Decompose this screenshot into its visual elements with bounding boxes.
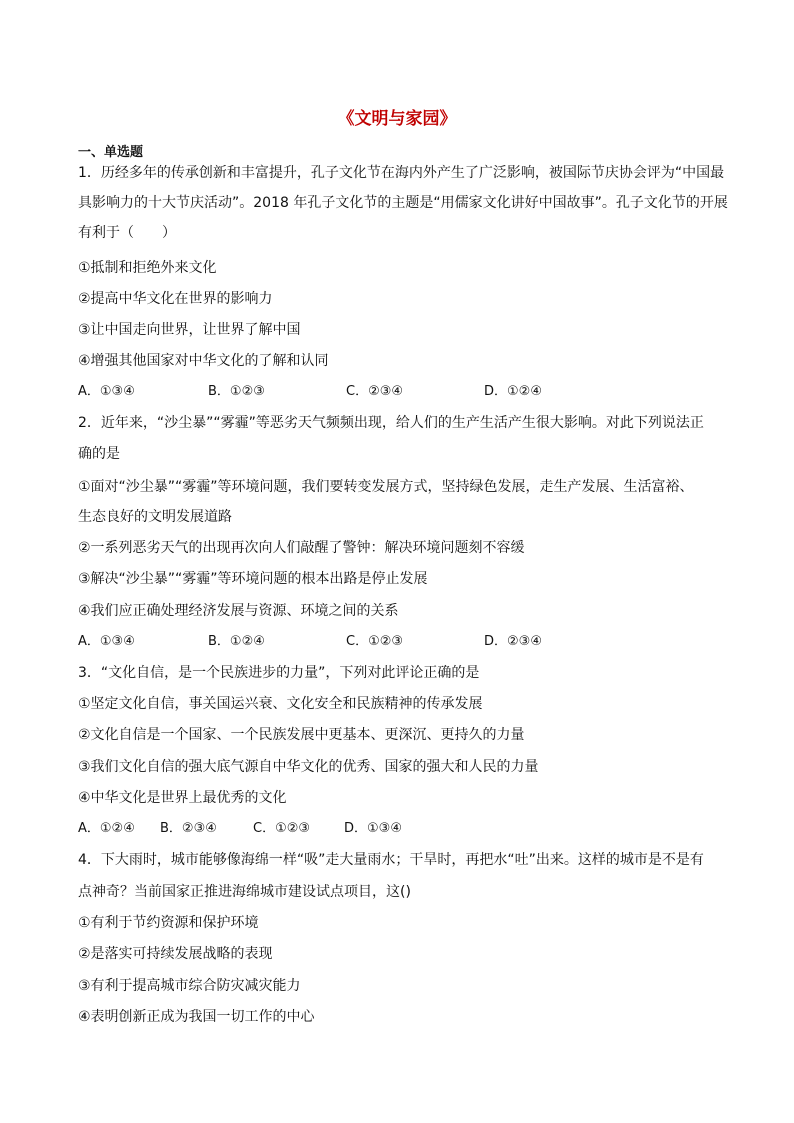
q4-stem-line: 点神奇？当前国家正推进海绵城市建设试点项目，这() [78,884,411,900]
q4-item: ①有利于节约资源和保护环境 [78,915,259,931]
q2-option-b[interactable]: B．①②④ [208,634,265,649]
q4-item: ③有利于提高城市综合防灾减灾能力 [78,978,301,994]
q1-item: ②提高中华文化在世界的影响力 [78,291,273,307]
q2-option-a[interactable]: A．①③④ [78,634,135,649]
q3-option-b[interactable]: B．②③④ [160,821,217,836]
q3-option-c[interactable]: C．①②③ [253,821,311,836]
q2-stem-line: 确的是 [78,446,120,462]
q2-item: ②一系列恶劣天气的出现再次向人们敲醒了警钟：解决环境问题刻不容缓 [78,540,525,556]
q3-item: ③我们文化自信的强大底气源自中华文化的优秀、国家的强大和人民的力量 [78,759,539,775]
q2-item: 生态良好的文明发展道路 [78,509,232,525]
q1-stem-line: 具影响力的十大节庆活动”。2018 年孔子文化节的主题是“用儒家文化讲好中国故事”。孔子文化节的开展 [78,195,728,211]
q1-item: ①抵制和拒绝外来文化 [78,260,217,276]
q1-option-a[interactable]: A．①③④ [78,384,135,399]
q4-item: ②是落实可持续发展战略的表现 [78,946,273,962]
q2-item: ④我们应正确处理经济发展与资源、环境之间的关系 [78,603,399,619]
q2-option-c[interactable]: C．①②③ [346,634,404,649]
q3-item: ④中华文化是世界上最优秀的文化 [78,790,287,806]
q3-item: ①坚定文化自信，事关国运兴衰、文化安全和民族精神的传承发展 [78,696,483,712]
q3-item: ②文化自信是一个国家、一个民族发展中更基本、更深沉、更持久的力量 [78,727,525,743]
q1-option-d[interactable]: D．①②④ [484,384,542,399]
q3-option-a[interactable]: A．①②④ [78,821,135,836]
q2-stem-line: 2．近年来，“沙尘暴”“雾霾”等恶劣天气频频出现，给人们的生产生活产生很大影响。对此下列说法正 [78,415,704,431]
q2-item: ③解决“沙尘暴”“雾霾”等环境问题的根本出路是停止发展 [78,571,428,587]
q1-option-b[interactable]: B．①②③ [208,384,265,399]
q2-item: ①面对“沙尘暴”“雾霾”等环境问题，我们要转变发展方式，坚持绿色发展，走生产发展、生活富裕、 [78,479,694,495]
q1-option-c[interactable]: C．②③④ [346,384,404,399]
q2-option-d[interactable]: D．②③④ [484,634,542,649]
q4-item: ④表明创新正成为我国一切工作的中心 [78,1009,315,1025]
section-heading: 一、单选题 [78,145,144,160]
document-title: 《文明与家园》 [337,109,457,129]
q3-option-d[interactable]: D．①③④ [344,821,402,836]
q1-item: ③让中国走向世界，让世界了解中国 [78,322,301,338]
q1-item: ④增强其他国家对中华文化的了解和认同 [78,353,329,369]
q1-stem-line: 1．历经多年的传承创新和丰富提升，孔子文化节在海内外产生了广泛影响，被国际节庆协会评为“中国最 [78,165,725,181]
q3-stem-line: 3．“文化自信，是一个民族进步的力量”，下列对此评论正确的是 [78,665,480,681]
q4-stem-line: 4．下大雨时，城市能够像海绵一样“吸”走大量雨水；干旱时，再把水“吐”出来。这样的城市是不是有 [78,852,704,868]
q1-stem-line: 有利于（ ） [78,225,176,241]
